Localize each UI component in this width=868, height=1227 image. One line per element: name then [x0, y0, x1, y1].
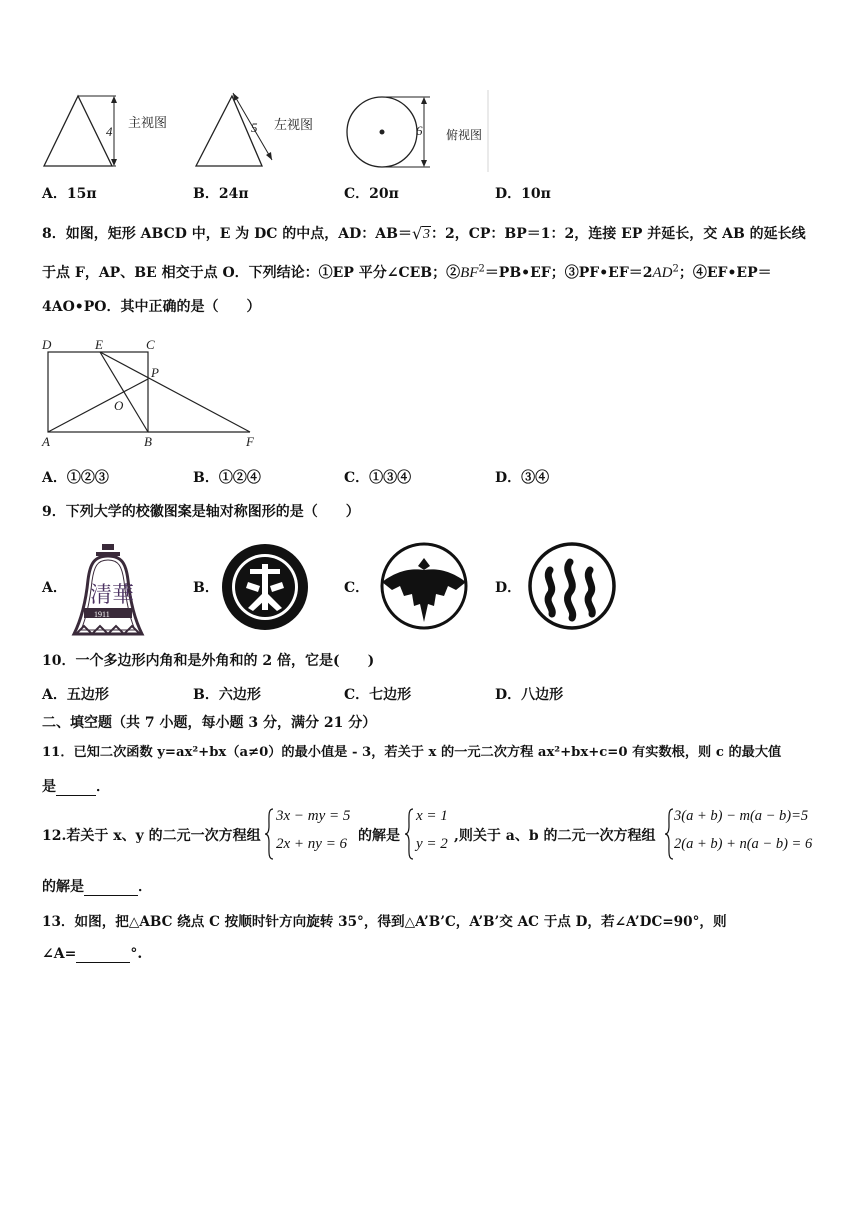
- equation: 2x + ny = 6: [276, 836, 348, 852]
- wave-emblem: [526, 540, 618, 632]
- option-text: 六边形: [218, 687, 261, 703]
- equation: y = 2: [416, 836, 448, 852]
- q8-text: ＝PB•EF；③PF•EF＝2: [484, 265, 653, 281]
- q10-option-c: [344, 684, 411, 704]
- q8-option-a: [42, 467, 109, 487]
- equation: 3(a + b) − m(a − b)=5: [674, 808, 809, 824]
- q8-stem-line2: 于点 F，AP、BE 相交于点 O．下列结论：①EP 平分∠CEB；$②BF^2=PB•EF$；$③PF•EF=2AD^2$；④EF•EP＝: [42, 263, 772, 281]
- option-letter: D．: [495, 470, 522, 486]
- option-text: 五边形: [66, 687, 109, 703]
- option-letter: D．: [495, 687, 522, 703]
- option-text: 20π: [369, 186, 399, 202]
- q8-stem-line1: [42, 223, 806, 243]
- q13-line2: [42, 946, 142, 963]
- brace-icon: [264, 808, 274, 860]
- circle-character-emblem: [220, 542, 310, 632]
- label-b: B: [144, 434, 152, 449]
- q9-option-c-letter: C．: [344, 580, 370, 596]
- label-c: C: [146, 337, 155, 352]
- bf-term: BF: [460, 265, 479, 281]
- q7-option-c: [344, 183, 399, 203]
- q9-option-a-letter: A．: [42, 580, 67, 596]
- option-text: 八边形: [521, 687, 564, 703]
- q13-line1: 13．如图，把△ABC 绕点 C 按顺时针方向旋转 35°，得到△A’B’C，A’B’交 AC 于点 D，若∠A’DC=90°，则: [42, 914, 727, 930]
- option-letter: A．: [42, 470, 67, 486]
- q8-option-d: [495, 467, 549, 487]
- sqrt-expression: √ 3: [412, 224, 431, 243]
- q10-option-b: [193, 684, 261, 704]
- option-letter: A．: [42, 186, 67, 202]
- option-letter: C．: [344, 186, 370, 202]
- top-view-label: 俯视图: [446, 128, 483, 142]
- option-letter: C．: [344, 470, 370, 486]
- side-view-label: 左视图: [274, 117, 314, 132]
- svg-text:清華: 清華: [90, 582, 135, 607]
- q12-line2: [42, 876, 152, 896]
- option-text: ①②③: [66, 470, 109, 486]
- q11-line2: [42, 776, 110, 796]
- answer-blank[interactable]: [76, 946, 130, 963]
- q10-option-a: [42, 684, 109, 704]
- option-text: 24π: [218, 186, 249, 202]
- q7-three-views-figure: [36, 84, 496, 174]
- q8-rectangle-figure: [36, 334, 266, 452]
- q12-mid1: 的解是: [358, 828, 400, 844]
- q9-option-b-letter: B．: [193, 580, 219, 596]
- q8-text: 8．如图，矩形 ABCD 中，E 为 DC 的中点，AD：AB＝: [42, 226, 413, 242]
- answer-blank[interactable]: [56, 779, 96, 796]
- sqrt-argument: 3: [423, 227, 431, 242]
- q7-option-b: [193, 183, 249, 203]
- q8-option-b: [193, 467, 261, 487]
- option-text: ①②④: [218, 470, 261, 486]
- q11-end: ．: [96, 779, 110, 795]
- q10-stem: 10．一个多边形内角和是外角和的 2 倍，它是( ): [42, 653, 375, 669]
- q8-stem-line3: 4AO•PO．其中正确的是（ ）: [42, 299, 261, 315]
- option-text: 10π: [521, 186, 551, 202]
- label-f: F: [246, 434, 254, 449]
- option-letter: B．: [193, 470, 219, 486]
- q7-option-d: [495, 183, 551, 203]
- option-text: 七边形: [369, 687, 412, 703]
- option-text: ③④: [521, 470, 550, 486]
- option-text: ①③④: [369, 470, 412, 486]
- brace-icon: [404, 808, 414, 860]
- side-view-triangle: [196, 93, 272, 166]
- q13-end: °.: [130, 946, 143, 962]
- side-view-dim: 5: [251, 120, 258, 135]
- q8-text: ；④EF•EP＝: [678, 265, 772, 281]
- q12-text: 的解是: [42, 879, 84, 895]
- option-letter: B．: [193, 186, 219, 202]
- q11-line1: 11．已知二次函数 y=ax²+bx（a≠0）的最小值是 - 3，若关于 x 的一元二次方程 ax²+bx+c=0 有实数根，则 c 的最大值: [42, 745, 782, 760]
- bell-emblem: [70, 540, 146, 640]
- top-view-dim: 6: [416, 123, 423, 138]
- q10-option-d: [495, 684, 563, 704]
- q12-end: ．: [138, 879, 152, 895]
- q9-stem: 9．下列大学的校徽图案是轴对称图形的是（ ）: [42, 504, 360, 520]
- eagle-emblem: [378, 540, 470, 632]
- option-letter: D．: [495, 186, 522, 202]
- bell-year: 1911: [94, 610, 110, 619]
- q12-prefix: 12.若关于 x、y 的二元一次方程组: [42, 828, 261, 844]
- front-view-label: 主视图: [128, 115, 168, 130]
- section-heading: 二、填空题（共 7 小题，每小题 3 分，满分 21 分）: [42, 715, 377, 731]
- option-letter: C．: [344, 687, 370, 703]
- label-d: D: [42, 337, 52, 352]
- option-text: 15π: [66, 186, 97, 202]
- q11-text: 是: [42, 779, 56, 795]
- front-view-dim: 4: [106, 124, 113, 139]
- ad-term: AD: [652, 265, 673, 281]
- q8-text: ：2，CP：BP＝1：2，连接 EP 并延长，交 AB 的延长线: [431, 226, 806, 242]
- label-e: E: [95, 337, 103, 352]
- q12-mid2: ,则关于 a、b 的二元一次方程组: [454, 828, 656, 844]
- equation: 2(a + b) + n(a − b) = 6: [674, 836, 813, 852]
- equation: 3x − my = 5: [276, 808, 351, 824]
- q9-option-d-letter: D．: [495, 580, 522, 596]
- label-o: O: [114, 398, 124, 413]
- option-letter: B．: [193, 687, 219, 703]
- q8-text: 于点 F，AP、BE 相交于点 O．下列结论：①EP 平分∠CEB；②: [42, 265, 461, 281]
- q13-text: ∠A=: [42, 946, 77, 962]
- q8-option-c: [344, 467, 411, 487]
- label-a: A: [42, 434, 50, 449]
- q7-option-a: [42, 183, 97, 203]
- equation: x = 1: [416, 808, 448, 824]
- brace-icon: [664, 808, 674, 860]
- answer-blank[interactable]: [84, 879, 138, 896]
- label-p: P: [151, 365, 159, 380]
- option-letter: A．: [42, 687, 67, 703]
